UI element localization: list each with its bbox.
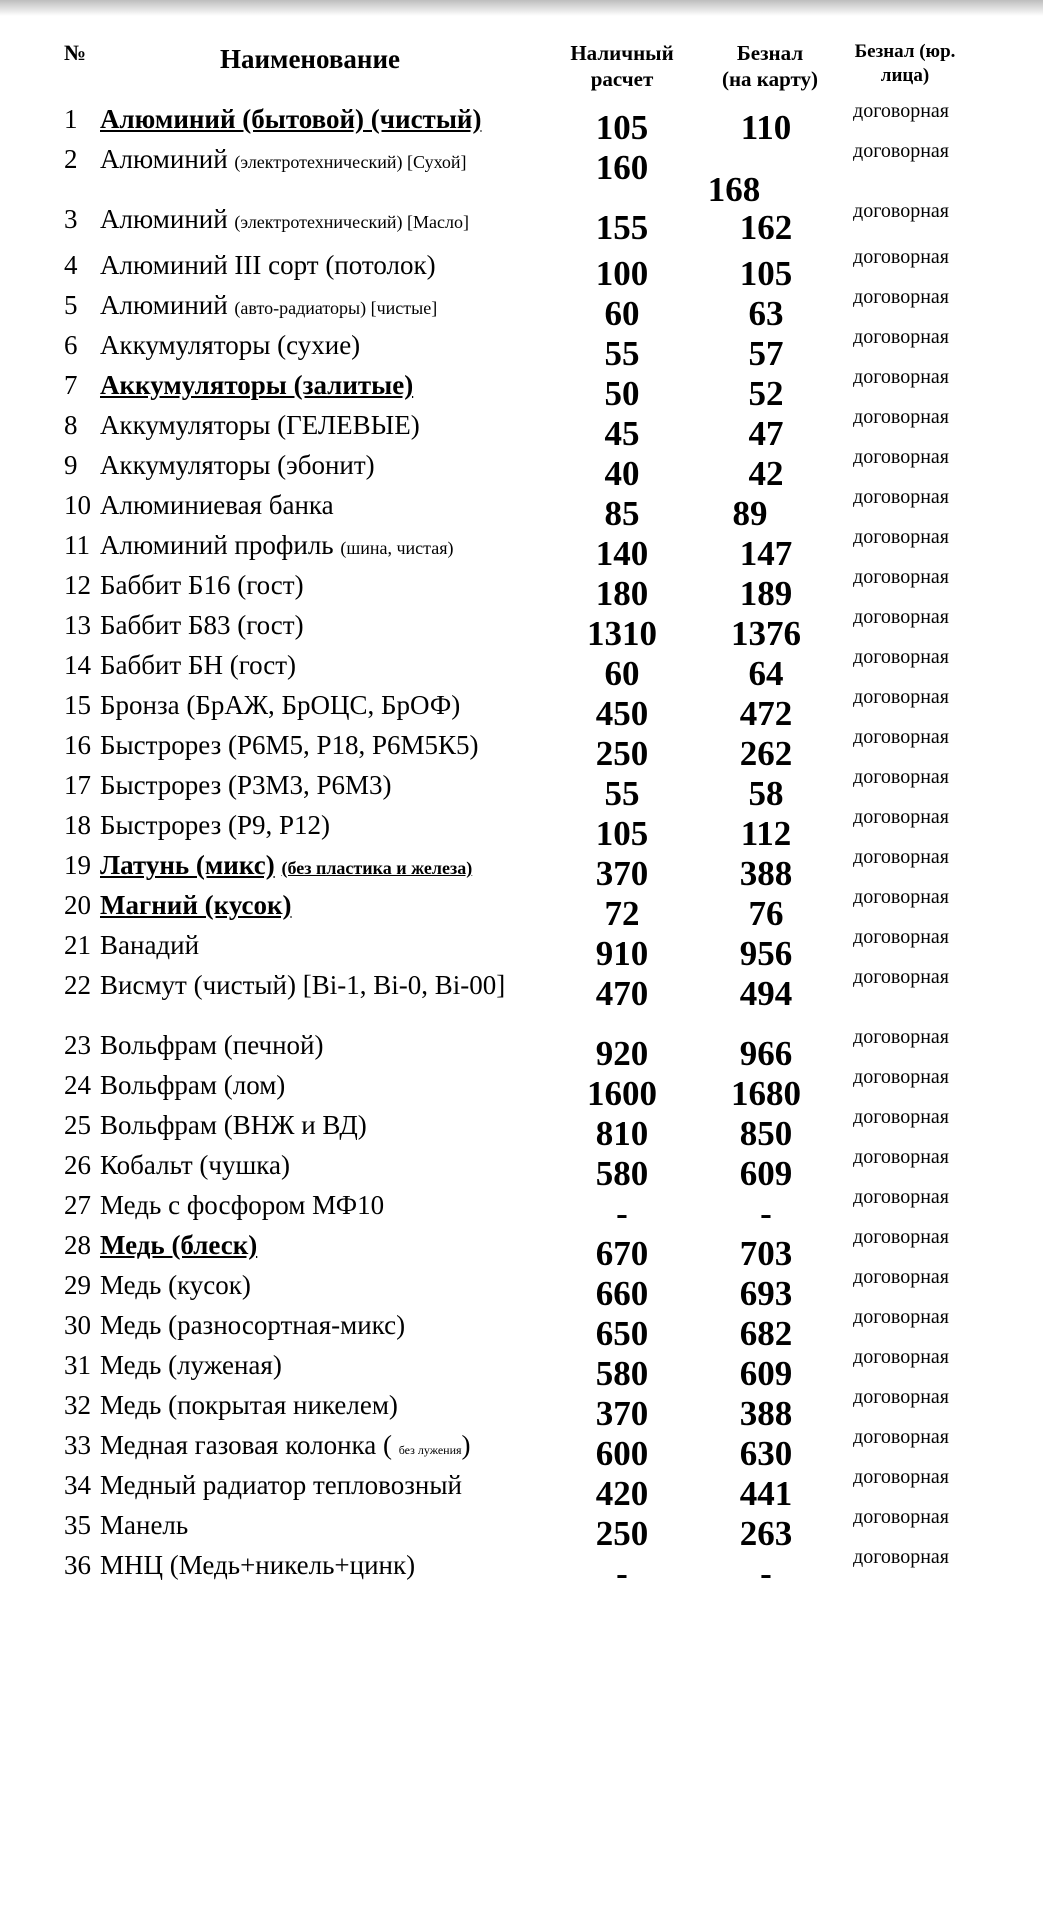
row-card-price: 147 [739, 534, 793, 573]
row-cash-price: 50 [604, 374, 640, 413]
table-row [0, 1546, 1043, 1593]
table-row [0, 966, 1043, 1026]
header-name: Наименование [220, 44, 400, 74]
row-number: 30 [64, 1310, 91, 1340]
row-number: 31 [64, 1350, 91, 1380]
row-cash-price: 450 [595, 694, 649, 733]
row-cash-price: 40 [604, 454, 640, 493]
row-name [100, 890, 555, 920]
table-row [0, 526, 1043, 573]
header-legal-line1: Безнал (юр. [854, 41, 956, 62]
row-card-price: 388 [739, 854, 793, 893]
row-cash-price: 55 [604, 334, 640, 373]
row-cash-price: 1600 [587, 1074, 657, 1113]
table-row [0, 286, 1043, 333]
top-shadow [0, 0, 1043, 16]
table-row [0, 1146, 1043, 1193]
row-legal-price: договорная [853, 806, 949, 828]
row-number: 4 [64, 250, 78, 280]
table-row [0, 1506, 1043, 1553]
row-name-main: Висмут (чистый) [Bi-1, Bi-0, Bi-00] [100, 970, 506, 1000]
row-cash-price: 250 [595, 734, 649, 773]
row-legal-price: договорная [853, 1426, 949, 1448]
row-name-note: (электротехнический) [Масло] [234, 212, 469, 232]
row-cash-price: 580 [595, 1154, 649, 1193]
row-cash-price: 155 [595, 208, 649, 247]
row-name [100, 410, 555, 440]
row-number: 27 [64, 1190, 91, 1220]
row-card-price: 966 [739, 1034, 793, 1073]
row-cash-price: 100 [595, 254, 649, 293]
table-row [0, 566, 1043, 613]
row-name-main: Медь (покрытая никелем) [100, 1390, 398, 1420]
row-number: 2 [64, 144, 78, 174]
row-number: 3 [64, 204, 78, 234]
row-name [100, 850, 555, 883]
row-card-price: 64 [748, 654, 784, 693]
row-legal-price: договорная [853, 1546, 949, 1568]
row-legal-price: договорная [853, 1026, 949, 1048]
row-card-price: 682 [739, 1314, 793, 1353]
row-cash-price: 250 [595, 1514, 649, 1553]
table-row [0, 726, 1043, 773]
row-number: 1 [64, 104, 78, 134]
table-row [0, 1226, 1043, 1273]
row-number: 8 [64, 410, 78, 440]
row-cash-price: 105 [595, 108, 649, 147]
row-legal-price: договорная [853, 446, 949, 468]
row-name [100, 730, 555, 760]
table-row [0, 366, 1043, 413]
row-legal-price: договорная [853, 966, 949, 988]
row-card-price: 693 [739, 1274, 793, 1313]
row-name-main: Аккумуляторы (ГЕЛЕВЫЕ) [100, 410, 420, 440]
row-card-price: 609 [739, 1354, 793, 1393]
row-number: 24 [64, 1070, 91, 1100]
row-cash-price: 180 [595, 574, 649, 613]
row-name-main: Аккумуляторы (залитые) [100, 370, 414, 400]
price-table [0, 100, 1043, 1593]
row-number: 9 [64, 450, 78, 480]
row-name-note: без лужения [398, 1443, 462, 1457]
table-row [0, 446, 1043, 493]
row-legal-price: договорная [853, 486, 949, 508]
row-name [100, 1230, 555, 1260]
row-legal-price: договорная [853, 200, 949, 222]
row-number: 36 [64, 1550, 91, 1580]
row-card-price: 263 [739, 1514, 793, 1553]
table-row [0, 1186, 1043, 1233]
row-name-main: Алюминий [100, 290, 228, 320]
table-row [0, 1266, 1043, 1313]
row-number: 23 [64, 1030, 91, 1060]
row-number: 16 [64, 730, 91, 760]
row-card-price: 63 [748, 294, 784, 333]
row-name-main: Медь (кусок) [100, 1270, 251, 1300]
row-name-main: Быстрорез (Р6М5, Р18, Р6М5К5) [100, 730, 479, 760]
row-legal-price: договорная [853, 246, 949, 268]
row-cash-price: 85 [604, 494, 640, 533]
row-cash-price: 470 [595, 974, 649, 1013]
row-cash-price: 60 [604, 654, 640, 693]
row-cash-price: 105 [595, 814, 649, 853]
row-name-main: Быстрорез (Р9, Р12) [100, 810, 331, 840]
row-name-main: Вольфрам (печной) [100, 1030, 324, 1060]
row-name [100, 1270, 555, 1300]
table-row [0, 766, 1043, 813]
row-number: 22 [64, 970, 91, 1000]
row-card-price: 956 [739, 934, 793, 973]
row-card-price: 47 [748, 414, 784, 453]
row-card-price: 52 [748, 374, 784, 413]
table-row [0, 140, 1043, 209]
row-card-price: 494 [739, 974, 793, 1013]
row-number: 32 [64, 1390, 91, 1420]
row-name-main: Магний (кусок) [100, 890, 292, 920]
row-cash-price: 660 [595, 1274, 649, 1313]
row-cash-price: 72 [604, 894, 640, 933]
row-name-main: Алюминий профиль [100, 530, 334, 560]
row-name [100, 330, 555, 360]
row-cash-price: 650 [595, 1314, 649, 1353]
row-card-price: 1376 [731, 614, 801, 653]
row-card-price: 110 [740, 108, 792, 147]
row-name [100, 290, 555, 323]
table-row [0, 846, 1043, 893]
row-legal-price: договорная [853, 526, 949, 548]
row-name [100, 204, 555, 237]
row-name-main: Медная газовая колонка ( [100, 1430, 392, 1460]
row-card-price: - [760, 1554, 772, 1593]
row-name-main: Медь с фосфором МФ10 [100, 1190, 385, 1220]
row-legal-price: договорная [853, 1226, 949, 1248]
row-number: 18 [64, 810, 91, 840]
row-card-price: 703 [739, 1234, 793, 1273]
row-number: 15 [64, 690, 91, 720]
row-number: 11 [64, 530, 90, 560]
row-name-main: Алюминиевая банка [100, 490, 334, 520]
row-name [100, 610, 555, 640]
row-name-main: Манель [100, 1510, 189, 1540]
row-number: 12 [64, 570, 91, 600]
row-cash-price: - [616, 1194, 628, 1233]
row-name [100, 690, 555, 720]
table-row [0, 1346, 1043, 1393]
row-name [100, 1030, 555, 1060]
row-number: 34 [64, 1470, 91, 1500]
table-row [0, 100, 1043, 147]
row-card-price: 850 [739, 1114, 793, 1153]
row-name [100, 104, 555, 134]
row-legal-price: договорная [853, 1266, 949, 1288]
row-card-price: 105 [739, 254, 793, 293]
row-legal-price: договорная [853, 726, 949, 748]
row-card-price: 388 [739, 1394, 793, 1433]
table-row [0, 1026, 1043, 1073]
row-legal-price: договорная [853, 140, 949, 162]
row-name-main: МНЦ (Медь+никель+цинк) [100, 1550, 416, 1580]
table-row [0, 1306, 1043, 1353]
row-name [100, 770, 555, 800]
row-name-main: Алюминий [100, 144, 228, 174]
row-legal-price: договорная [853, 686, 949, 708]
table-row [0, 406, 1043, 453]
row-card-price: 76 [748, 894, 784, 933]
row-cash-price: - [616, 1554, 628, 1593]
header-cash [558, 40, 686, 92]
row-number: 28 [64, 1230, 91, 1260]
row-legal-price: договорная [853, 366, 949, 388]
row-cash-price: 370 [595, 1394, 649, 1433]
row-cash-price: 1310 [587, 614, 657, 653]
table-row [0, 686, 1043, 733]
row-name [100, 370, 555, 400]
row-name-note: (шина, чистая) [340, 538, 454, 558]
row-name-main: Вольфрам (ВНЖ и ВД) [100, 1110, 367, 1140]
row-cash-price: 810 [595, 1114, 649, 1153]
row-number: 5 [64, 290, 78, 320]
row-legal-price: договорная [853, 286, 949, 308]
row-cash-price: 910 [595, 934, 649, 973]
header-cash-line1: Наличный [570, 41, 674, 65]
row-card-price: 472 [739, 694, 793, 733]
row-name [100, 450, 555, 480]
row-name [100, 1150, 555, 1180]
row-name-main: Алюминий (бытовой) (чистый) [100, 104, 482, 134]
row-legal-price: договорная [853, 846, 949, 868]
row-card-price: - [760, 1194, 772, 1233]
row-cash-price: 45 [604, 414, 640, 453]
table-row [0, 886, 1043, 933]
row-legal-price: договорная [853, 926, 949, 948]
row-name [100, 930, 555, 960]
row-name [100, 810, 555, 840]
header-card [706, 40, 834, 92]
row-name-main: Аккумуляторы (эбонит) [100, 450, 375, 480]
row-name-main: Медный радиатор тепловозный [100, 1470, 462, 1500]
row-name [100, 1190, 555, 1220]
row-legal-price: договорная [853, 1346, 949, 1368]
row-legal-price: договорная [853, 100, 949, 122]
row-legal-price: договорная [853, 766, 949, 788]
row-name-main: Медь (разносортная-микс) [100, 1310, 406, 1340]
row-card-price: 89 [732, 494, 768, 533]
row-card-price: 630 [739, 1434, 793, 1473]
row-card-price: 112 [740, 814, 792, 853]
row-number: 19 [64, 850, 91, 880]
row-card-price: 162 [739, 208, 793, 247]
row-name-main: Медь (блеск) [100, 1230, 258, 1260]
row-number: 20 [64, 890, 91, 920]
row-name [100, 1390, 555, 1420]
row-legal-price: договорная [853, 1106, 949, 1128]
row-name [100, 1470, 555, 1500]
row-name [100, 570, 555, 600]
table-row [0, 1426, 1043, 1473]
row-cash-price: 420 [595, 1474, 649, 1513]
header-card-line2: (на карту) [721, 67, 819, 91]
row-name-main: Быстрорез (Р3М3, Р6М3) [100, 770, 392, 800]
table-row [0, 1106, 1043, 1153]
row-name-main: Кобальт (чушка) [100, 1150, 290, 1180]
row-cash-price: 55 [604, 774, 640, 813]
row-name [100, 1310, 555, 1340]
row-name-main: Медь (луженая) [100, 1350, 282, 1380]
row-card-price: 57 [748, 334, 784, 373]
header-legal-line2: лица) [880, 65, 930, 86]
row-number: 10 [64, 490, 91, 520]
row-number: 33 [64, 1430, 91, 1460]
row-number: 29 [64, 1270, 91, 1300]
table-row [0, 606, 1043, 653]
row-number: 7 [64, 370, 78, 400]
row-name-note: (электротехнический) [Сухой] [234, 152, 467, 172]
row-name [100, 1430, 555, 1465]
row-name-main: Латунь (микс) [100, 850, 275, 880]
header-card-line1: Безнал [736, 41, 804, 65]
row-legal-price: договорная [853, 1146, 949, 1168]
row-legal-price: договорная [853, 326, 949, 348]
row-card-price: 168 [707, 170, 761, 209]
row-cash-price: 60 [604, 294, 640, 333]
row-name [100, 530, 555, 563]
table-row [0, 486, 1043, 533]
row-card-price: 1680 [731, 1074, 801, 1113]
row-name-main: Баббит БН (гост) [100, 650, 297, 680]
table-row [0, 1386, 1043, 1433]
row-name-main: Аккумуляторы (сухие) [100, 330, 361, 360]
row-card-price: 609 [739, 1154, 793, 1193]
row-legal-price: договорная [853, 1466, 949, 1488]
row-name [100, 144, 555, 177]
row-name [100, 1350, 555, 1380]
row-cash-price: 160 [595, 148, 649, 187]
row-cash-price: 600 [595, 1434, 649, 1473]
row-name-main: Ванадий [100, 930, 200, 960]
header-legal [846, 40, 964, 88]
row-name [100, 1550, 555, 1580]
row-number: 6 [64, 330, 78, 360]
row-legal-price: договорная [853, 886, 949, 908]
row-name [100, 250, 555, 280]
table-row [0, 1066, 1043, 1113]
row-cash-price: 370 [595, 854, 649, 893]
table-row [0, 646, 1043, 693]
row-card-price: 441 [739, 1474, 793, 1513]
table-row [0, 926, 1043, 973]
row-name [100, 1510, 555, 1540]
row-number: 14 [64, 650, 91, 680]
header-cash-line2: расчет [590, 67, 654, 91]
row-cash-price: 920 [595, 1034, 649, 1073]
row-name [100, 1110, 555, 1140]
row-cash-price: 580 [595, 1354, 649, 1393]
row-name-main: Бронза (БрАЖ, БрОЦС, БрОФ) [100, 690, 461, 720]
row-name-note: (без пластика и железа) [281, 858, 473, 878]
table-row [0, 200, 1043, 246]
row-number: 26 [64, 1150, 91, 1180]
row-name [100, 970, 555, 1000]
table-row [0, 1466, 1043, 1513]
row-name-main: Баббит Б83 (гост) [100, 610, 304, 640]
row-name [100, 650, 555, 680]
row-cash-price: 670 [595, 1234, 649, 1273]
row-legal-price: договорная [853, 646, 949, 668]
row-legal-price: договорная [853, 1306, 949, 1328]
row-card-price: 262 [739, 734, 793, 773]
row-card-price: 42 [748, 454, 784, 493]
table-header [0, 38, 1043, 108]
row-name-note: (авто-радиаторы) [чистые] [234, 298, 438, 318]
row-number: 21 [64, 930, 91, 960]
row-name-suffix: ) [461, 1430, 471, 1460]
row-legal-price: договорная [853, 1066, 949, 1088]
table-row [0, 326, 1043, 373]
table-row [0, 806, 1043, 853]
row-name-main: Алюминий [100, 204, 228, 234]
row-card-price: 189 [739, 574, 793, 613]
row-number: 13 [64, 610, 91, 640]
row-legal-price: договорная [853, 406, 949, 428]
row-name-main: Алюминий III сорт (потолок) [100, 250, 436, 280]
row-legal-price: договорная [853, 1386, 949, 1408]
row-name [100, 1070, 555, 1100]
row-legal-price: договорная [853, 606, 949, 628]
row-number: 17 [64, 770, 91, 800]
table-row [0, 246, 1043, 293]
header-number: № [64, 40, 87, 65]
row-number: 35 [64, 1510, 91, 1540]
row-legal-price: договорная [853, 566, 949, 588]
row-name [100, 490, 555, 520]
row-cash-price: 140 [595, 534, 649, 573]
row-number: 25 [64, 1110, 91, 1140]
row-name-main: Вольфрам (лом) [100, 1070, 286, 1100]
row-legal-price: договорная [853, 1186, 949, 1208]
row-card-price: 58 [748, 774, 784, 813]
row-legal-price: договорная [853, 1506, 949, 1528]
row-name-main: Баббит Б16 (гост) [100, 570, 304, 600]
